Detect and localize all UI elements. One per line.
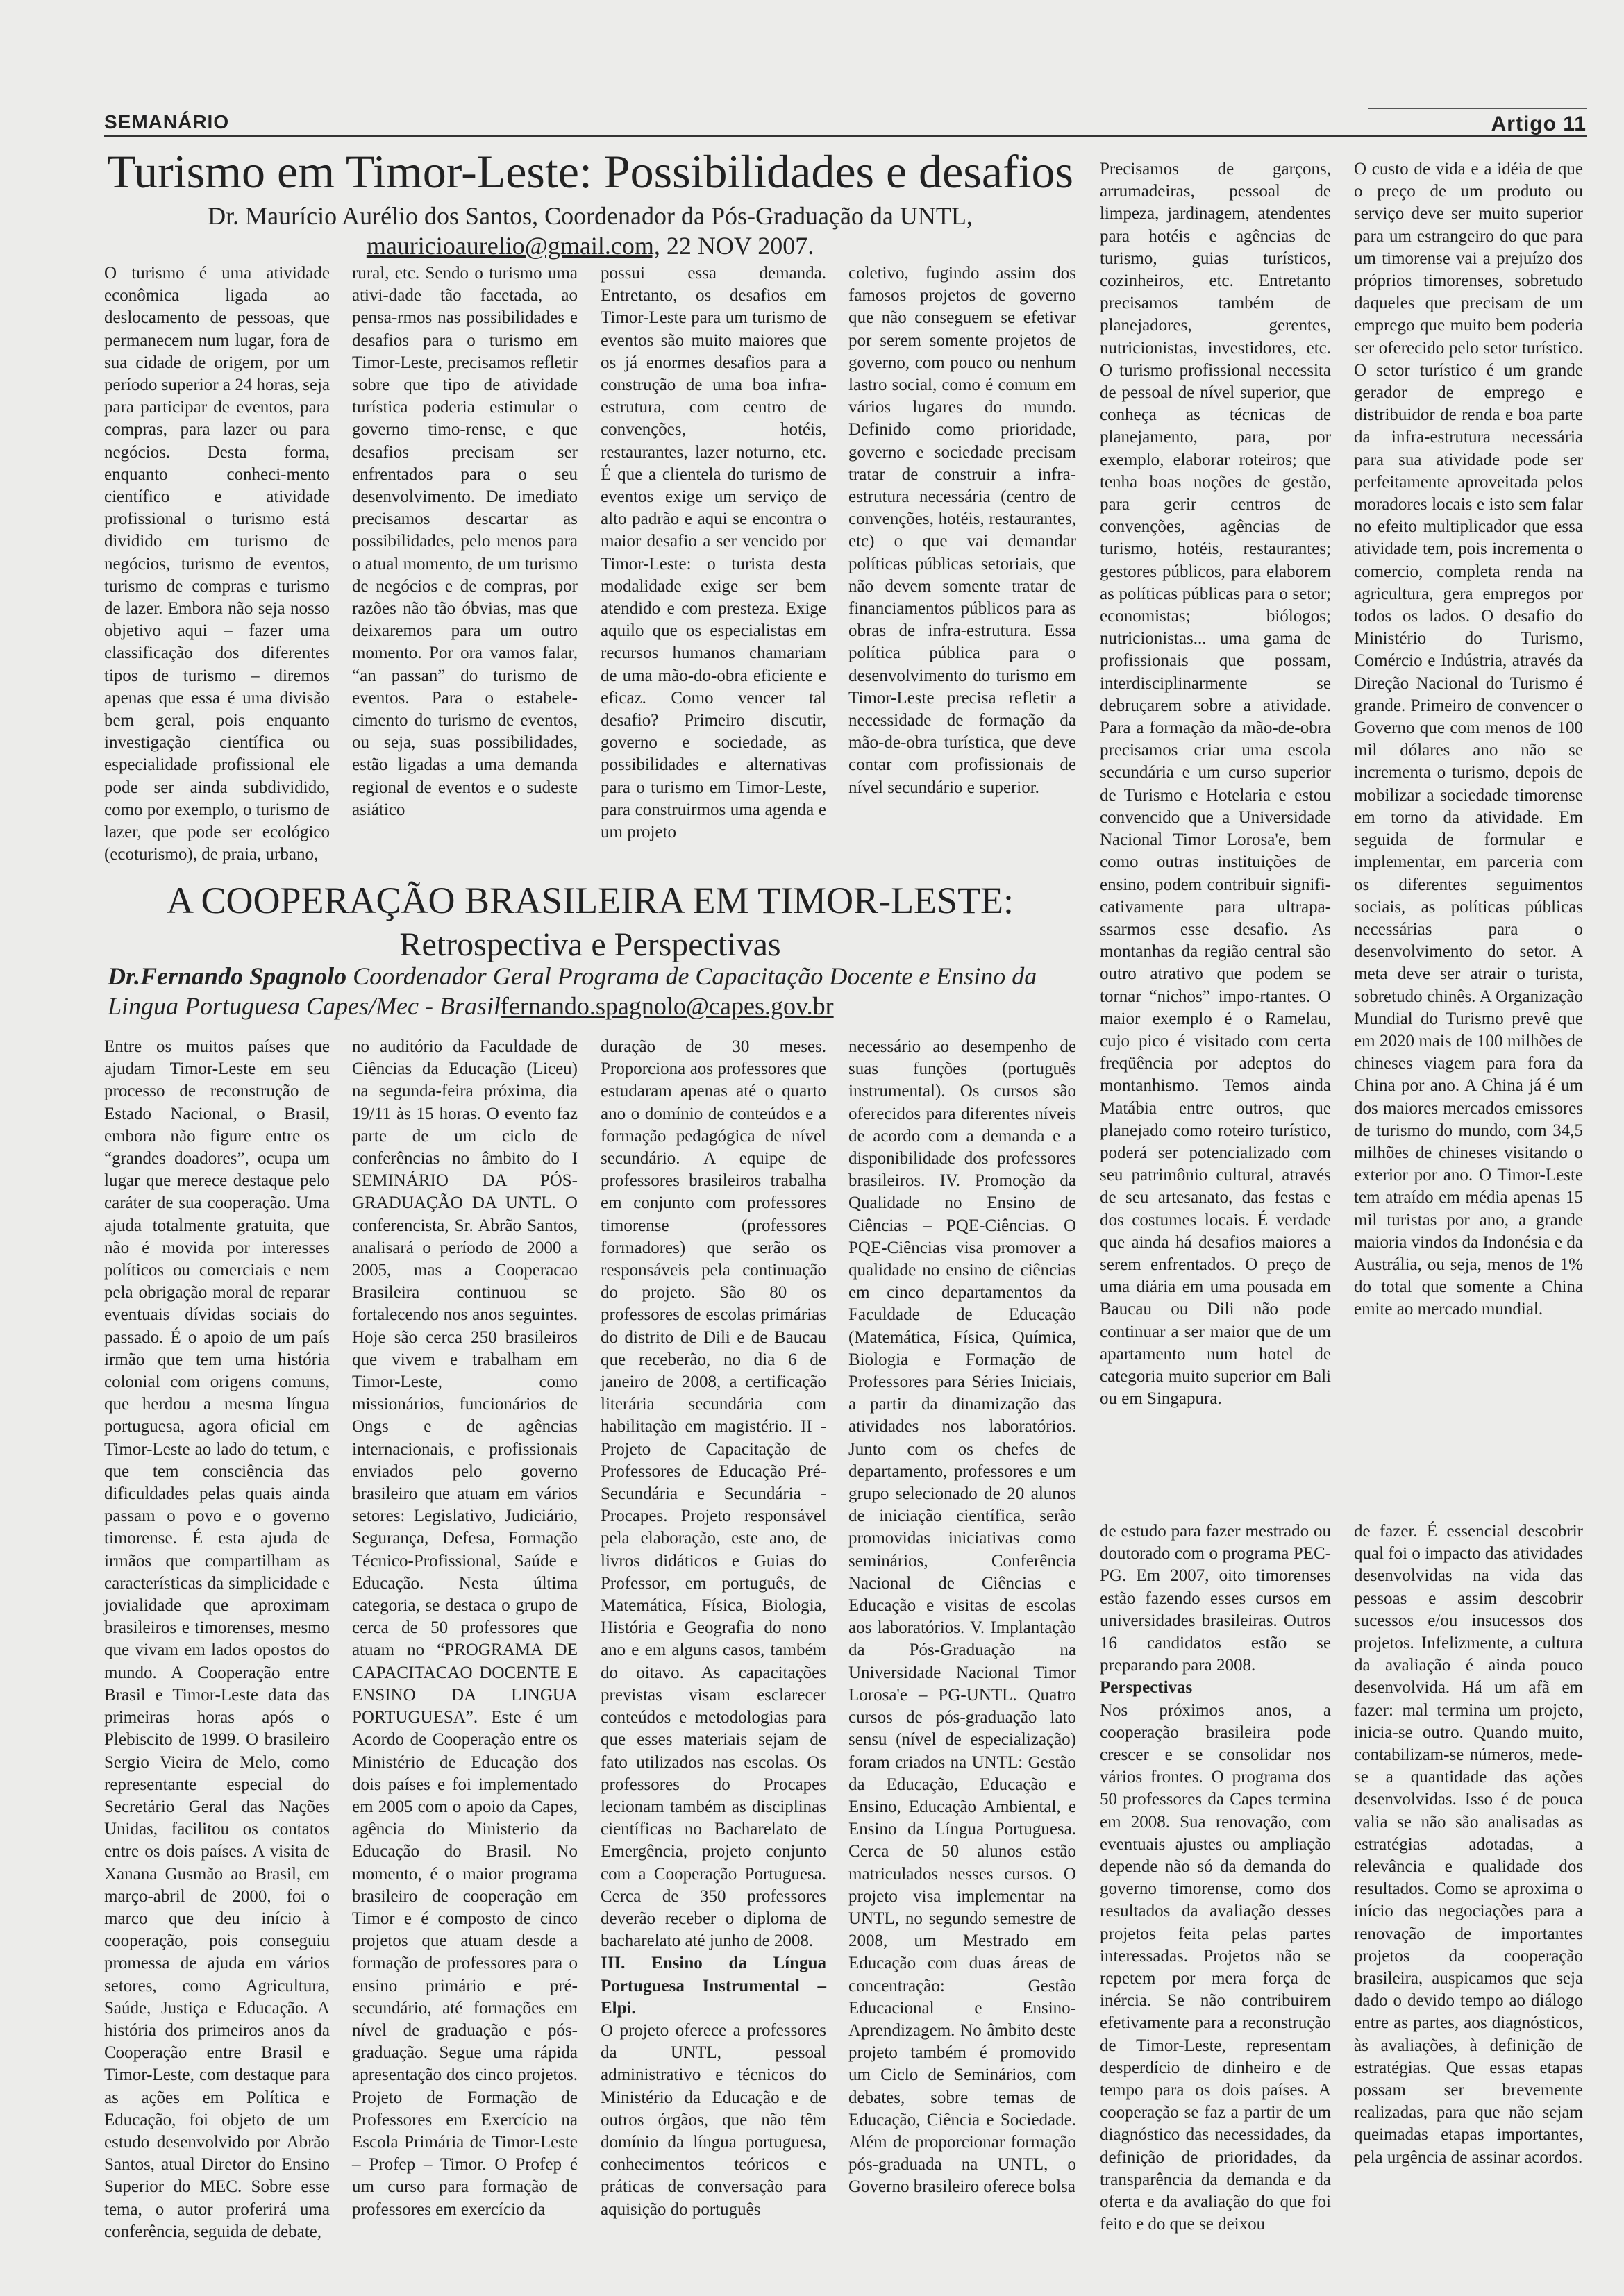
article1-date: 22 NOV 2007. (666, 232, 814, 260)
article1-author: Dr. Maurício Aurélio dos Santos, Coordenador da Pós-Graduação da UNTL, (208, 202, 973, 230)
article2-column-5-tail: Nos próximos anos, a cooperação brasileira pode crescer e se consolidar nos vários frontes. O programa dos 50 professores da Capes termina em 2008. Sua renovação, com eventuais ajustes ou ampliação depende não só da demanda do governo timorense, como dos resultados da avaliação desses projetos feita pelas partes interessadas. Projetos não se repetem por mera força de inércia. Se não contribuirem efetivamente para a reconstrução de Timor-Leste, representam desperdício de dinheiro e de tempo para os dois países. A cooperação se faz a partir de um diagnóstico das necessidades, da definição de prioridades, da transparência da demanda e da oferta e da avaliação do que foi feito e do que se deixou (1100, 1700, 1331, 2234)
article1-column-2-text: rural, etc. Sendo o turismo uma ativi-dade tão facetada, ao pensa-rmos nas possibilidades e desafios para o turismo em Timor-Leste, precisamos refletir sobre que tipo de atividade turística poderia estimular o governo timo-rense, e que desafios precisam ser enfrentados para o seu desenvolvimento. De imediato precisamos descartar as possibilidades, pelo menos para o atual momento, de um turismo de negócios e de compras, por razões não tão óbvias, mas que deixaremos para um outro momento. Por ora vamos falar, “an passan” do turismo de eventos. Para o estabele-cimento do turismo de eventos, ou seja, suas possibilidades, estão ligadas a uma demanda regional de eventos e o sudeste asiático (352, 264, 578, 819)
article2-subhead-perspectivas: Perspectivas (1100, 1678, 1193, 1698)
article1-column-5 (1100, 158, 1331, 1498)
article2-author: Dr.Fernando Spagnolo (108, 962, 347, 990)
article2-column-4 (848, 1036, 1076, 2216)
article2-column-1 (104, 1036, 330, 2241)
article2-subtitle: Retrospectiva e Perspectivas (399, 926, 781, 963)
article2-column-6-text: de fazer. É essencial descobrir qual foi o impacto das atividades desenvolvidas na vida das pessoas e assim descobrir sucessos e/ou insucessos dos projetos. Infelizmente, a cultura da avaliação é ainda pouco desenvolvida. Há um afã em fazer: mal termina um projeto, inicia-se outro. Quando muito, contabilizam-se números, mede-se a quantidade das ações desenvolvidas. Isso é de pouca valia se não são analisadas as estratégias adotadas, a relevância e qualidade dos resultados. Como se aproxima o início das negociações para a renovação de importantes projetos da cooperação brasileira, auspicamos que seja dado o devido tempo ao diálogo entre as partes, aos diagnósticos, às avaliações, à definição de estratégias. Que essas etapas possam ser brevemente realizadas, para que não sejam queimadas etapas importantes, pela urgência de assinar acordos. (1354, 1522, 1583, 2167)
article2-column-5-text: de estudo para fazer mestrado ou doutorado com o programa PEC-PG. Em 2007, oito timorenses estão fazendo esses cursos em universidades brasileiras. Outros 16 candidatos estão se preparando para 2008. (1100, 1522, 1331, 1675)
article2-column-6 (1354, 1520, 1583, 2215)
article2-role: Coordenador Geral Programa de Capacitação Docente e Ensino da Lingua Portuguesa Capes/Mec - Brasil (108, 962, 1037, 1021)
masthead-top-rule (1368, 108, 1587, 109)
article2-byline (108, 962, 1080, 1021)
article2-column-3-text: duração de 30 meses. Proporciona aos professores que estudaram apenas até o quarto ano o domínio de conteúdos e a formação pedagógica de nível secundário. A equipe de professores brasileiros trabalha em conjunto com professores timorense (professores formadores) que serão os responsáveis pela continuação do projeto. São 80 os professores de escolas primárias do distrito de Dili e de Baucau que receberão, no dia 6 de janeiro de 2008, a certificação literária secundária com habilitação em magistério. II - Projeto de Capacitação de Professores de Educação Pré-Secundária e Secundária - Procapes. Projeto responsável pela elaboração, este ano, de livros didáticos e Guias do Professor, em português, de Matemática, Física, Biologia, História e Geografia do nono ano e em alguns casos, também do oitavo. As capacitações previstas visam esclarecer conteúdos e metodologias para que esses materiais sejam de fato utilizados nas escolas. Os professores do Procapes lecionam também as disciplinas científicas no Bacharelato de Emergência, projeto conjunto com a Cooperação Portuguesa. Cerca de 350 professores deverão receber o diploma de bacharelato até junho de 2008. (601, 1037, 826, 1951)
article1-column-6-text: O custo de vida e a idéia de que o preço de um produto ou serviço deve ser muito superior para um estrangeiro do que para um timorense vai a prejuízo dos próprios timorenses, sobretudo daqueles que precisam de um emprego que muito bem poderia ser oferecido pelo setor turístico. O setor turístico é um grande gerador de emprego e distribuidor de renda e boa parte da infra-estrutura necessária para sua atividade pode ser perfeitamente aproveitada pelos moradores locais e isto sem falar no efeito multiplicador que essa atividade tem, pois incrementa o comercio, completa renda na agricultura, gera empregos por todos os lados. O desafio do Ministério do Turismo, Comércio e Indústria, através da Direção Nacional do Turismo é grande. Primeiro de convencer o Governo que com menos de 100 mil dólares ano não se incrementa o turismo, depois de mobilizar a sociedade timorense em torno da atividade. Em seguida de formular e implementar, em parceria com os diferentes seguimentos sociais, as políticas públicas necessárias para o desenvolvimento do setor. A meta deve ser atrair o turista, sobretudo chinês. A Organização Mundial do Turismo prevê que em 2020 mais de 100 milhões de chineses viagem para fora da China por ano. A China já é um dos maiores mercados emissores de turismo do mundo, com 34,5 milhões de chineses visitando o exterior por ano. O Timor-Leste tem atraído em média apenas 15 mil turistas por ano, a grande maioria vindos da Indonésia e da Austrália, ou seja, menos de 1% do total que somente a China emite ao mercado mundial. (1354, 160, 1583, 1319)
article1-column-2 (352, 262, 578, 866)
article1-column-1-text: O turismo é uma atividade econômica ligada ao deslocamento de pessoas, que permanecem num lugar, fora de sua cidade de origem, por um período superior a 24 horas, seja para participar de eventos, para compras, para lazer ou para negócios. Desta forma, enquanto conheci-mento científico e atividade profissional o turismo está dividido em turismo de negócios, turismo de eventos, turismo de compras e turismo de lazer. Embora não seja nosso objetivo aqui – fazer uma classificação dos diferentes tipos de turismo – diremos apenas que essa é uma divisão bem geral, pois enquanto investigação científica ou especialidade profissional ele pode ser ainda subdividido, como por exemplo, o turismo de lazer, que pode ser ecológico (ecoturismo), de praia, urbano, (104, 264, 330, 864)
article2-column-4-text: necessário ao desempenho de suas funções (português instrumental). Os cursos são oferecidos para diferentes níveis de acordo com a demanda e a disponibilidade dos professores brasileiros. IV. Promoção da Qualidade no Ensino de Ciências – PQE-Ciências. O PQE-Ciências visa promover a qualidade no ensino de ciências em cinco departamentos da Faculdade de Educação (Matemática, Física, Química, Biologia e Formação de Professores para Séries Iniciais, a partir da dinamização das atividades nos laboratórios. Junto com os chefes de departamento, professores e um grupo selecionado de 20 alunos de iniciação científica, serão promovidas iniciativas como seminários, Conferência Nacional de Ciências e Educação e visitas de escolas aos laboratórios. V. Implantação da Pós-Graduação na Universidade Nacional Timor Lorosa'e – PG-UNTL. Quatro cursos de pós-graduação lato sensu (nível de especialização) foram criados na UNTL: Gestão da Educação, Educação e Ensino, Educação Ambiental, e Ensino da Língua Portuguesa. Cerca de 50 alunos estão matriculados nesses cursos. O projeto visa implementar na UNTL, no segundo semestre de 2008, um Mestrado em Educação com duas áreas de concentração: Gestão Educacional e Ensino-Aprendizagem. No âmbito deste projeto também é promovido um Ciclo de Seminários, com debates, sobre temas de Educação, Ciência e Sociedade. Além de proporcionar formação pós-graduada na UNTL, o Governo brasileiro oferece bolsa (848, 1037, 1076, 2197)
article2-column-5 (1100, 1520, 1331, 2234)
article1-column-5-text: Precisamos de garçons, arrumadeiras, pessoal de limpeza, jardinagem, atendentes para hotéis e agências de turismo, guias turísticos, cozinheiros, etc. Entretanto precisamos também de planejadores, gerentes, nutricionistas, investidores, etc. O turismo profissional necessita de pessoal de nível superior, que conheça as técnicas de planejamento, para, por exemplo, elaborar roteiros; que tenha boas noções de gestão, para gerir centros de convenções, agências de turismo, hotéis, restaurantes; gestores públicos, para elaborem as políticas públicas para o setor; economistas; biólogos; nutricionistas... uma gama de profissionais que possam, interdisciplinarmente se debruçarem sobre a atividade. Para a formação da mão-de-obra precisamos criar uma escola secundária e um curso superior de Turismo e Hotelaria e estou convencido que a Universidade Nacional Timor Lorosa'e, bem como outras instituições de ensino, podem contribuir signifi-cativamente para ultrapa-ssarmos esse desafio. As montanhas da região central são outro atrativo que podem se tornar “nichos” impo-rtantes. O maior exemplo é o Ramelau, cujo pico é visitado com certa freqüência por adeptos do montanhismo. Temos ainda Matábia entre outros, que planejado como roteiro turístico, poderá ser potencializado com seu patrimônio cultural, através de seu artesanato, das festas e dos costumes locais. É verdade que ainda há desafios maiores a serem enfrentados. O preço de uma diária em uma pousada em Baucau ou Dili não pode continuar a ser maior que de um apartamento num hotel de categoria muito superior em Bali ou em Singapura. (1100, 160, 1331, 1409)
publication-name: SEMANÁRIO (104, 111, 230, 133)
article1-column-1 (104, 262, 330, 866)
masthead-rule (104, 135, 1587, 137)
article1-column-4-text: coletivo, fugindo assim dos famosos projetos de governo que não conseguem se efetivar por serem somente projetos de governo, com pouco ou nenhum lastro social, como é comum em vários lugares do mundo. Definido como prioridade, governo e sociedade precisam tratar de construir a infra-estrutura necessária (centro de convenções, hotéis, restaurantes, etc) o que vai demandar políticas públicas setoriais, que não devem somente tratar de financiamentos públicos para as obras de infra-estrutura. Essa política pública para o desenvolvimento do turismo em Timor-Leste precisa refletir a necessidade de formação da mão-de-obra turística, que deve contar com profissionais de nível secundário e superior. (848, 264, 1076, 797)
article1-byline (104, 201, 1076, 261)
article2-email-link[interactable]: fernando.spagnolo@capes.gov.br (500, 992, 834, 1021)
article1-email-link[interactable]: mauricioaurelio@gmail.com, (366, 232, 660, 260)
article2-column-2-text: no auditório da Faculdade de Ciências da Educação (Liceu) na segunda-feira próxima, dia 19/11 às 15 horas. O evento faz parte de um ciclo de conferências no âmbito do I SEMINÁRIO DA PÓS-GRADUAÇÃO DA UNTL. O conferencista, Sr. Abrão Santos, analisará o período de 2000 a 2005, mas a Cooperacao Brasileira continuou se fortalecendo nos anos seguintes. Hoje são cerca 250 brasileiros que vivem e trabalham em Timor-Leste, como missionários, funcionários de Ongs e de agências internacionais, e profissionais enviados pelo governo brasileiro que atuam em vários setores: Legislativo, Judiciário, Segurança, Defesa, Formação Técnico-Profissional, Saúde e Educação. Nesta última categoria, se destaca o grupo de cerca de 50 professores que atuam no “PROGRAMA DE CAPACITACAO DOCENTE E ENSINO DA LINGUA PORTUGUESA”. Este é um Acordo de Cooperação entre os Ministério de Educação dos dois países e foi implementado em 2005 com o apoio da Capes, agência do Ministerio da Educação do Brasil. No momento, é o maior programa brasileiro de cooperação em Timor e é composto de cinco projetos que atuam desde a formação de professores para o ensino primário e pré-secundário, até formações em nível de graduação e pós-graduação. Segue uma rápida apresentação dos cinco projetos. Projeto de Formação de Professores em Exercício na Escola Primária de Timor-Leste – Profep – Timor. O Profep é um curso para formação de professores em exercício da (352, 1037, 578, 2219)
article1-column-6 (1354, 158, 1583, 1498)
article2-column-3 (601, 1036, 826, 2219)
article1-column-4 (848, 262, 1076, 866)
article1-title: Turismo em Timor-Leste: Possibilidades e desafios (106, 145, 1074, 198)
section-label: Artigo 11 (1491, 112, 1587, 135)
article2-column-2 (352, 1036, 578, 2219)
article2-subhead-elpi: III. Ensino da Língua Portuguesa Instrumental – Elpi. (601, 1954, 826, 2018)
article2-column-3-tail: O projeto oferece a professores da UNTL, pessoal administrativo e técnicos do Ministério da Educação e de outros órgãos, que não têm domínio da língua portuguesa, conhecimentos teóricos e práticas de conversação para aquisição do português (601, 2020, 826, 2219)
article1-column-3 (601, 262, 826, 866)
article2-title: A COOPERAÇÃO BRASILEIRA EM TIMOR-LESTE: (166, 880, 1014, 921)
article2-column-1-text: Entre os muitos países que ajudam Timor-Leste em seu processo de reconstrução de Estado Nacional, o Brasil, embora não figure entre os “grandes doadores”, ocupa um lugar que merece destaque pelo caráter de sua cooperação. Uma ajuda totalmente gratuita, que não é movida por interesses políticos ou comerciais e nem pela obrigação moral de reparar eventuais dívidas sociais do passado. É o apoio de um país irmão que tem uma história colonial com origens comuns, que herdou a mesma língua portuguesa, agora oficial em Timor-Leste ao lado do tetum, e que tem consciência das dificuldades pelas quais ainda passam o povo e o governo timorense. É esta ajuda de irmãos que compartilham as características da simplicidade e jovialidade que aproximam brasileiros e timorenses, mesmo que vivam em lados opostos do mundo. A Cooperação entre Brasil e Timor-Leste data das primeiras horas após o Plebiscito de 1999. O brasileiro Sergio Vieira de Melo, como representante especial do Secretário Geral das Nações Unidas, facilitou os contatos entre os dois países. A visita de Xanana Gusmão ao Brasil, em março-abril de 2000, foi o marco que deu início à cooperação, pois conseguiu promessa de ajuda em vários setores, como Agricultura, Saúde, Justiça e Educação. A história dos primeiros anos da Cooperação entre Brasil e Timor-Leste, com destaque para as ações em Política e Educação, foi objeto de um estudo desenvolvido por Abrão Santos, atual Diretor do Ensino Superior do MEC. Sobre esse tema, o autor proferirá uma conferência, seguida de debate, (104, 1037, 330, 2241)
article1-column-3-text: possui essa demanda. Entretanto, os desafios em Timor-Leste para um turismo de eventos são muito maiores que os já enormes desafios para a construção de uma boa infra-estrutura, com centro de convenções, hotéis, restaurantes, lazer noturno, etc. É que a clientela do turismo de eventos exige um serviço de alto padrão e aqui se encontra o maior desafio a ser vencido por Timor-Leste: o turista desta modalidade exige ser bem atendido e com presteza. Exige aquilo que os especialistas em recursos humanos chamariam de uma mão-do-obra eficiente e eficaz. Como vencer tal desafio? Primeiro discutir, governo e sociedade, as possibilidades e alternativas para o turismo em Timor-Leste, para construirmos uma agenda e um projeto (601, 264, 826, 842)
